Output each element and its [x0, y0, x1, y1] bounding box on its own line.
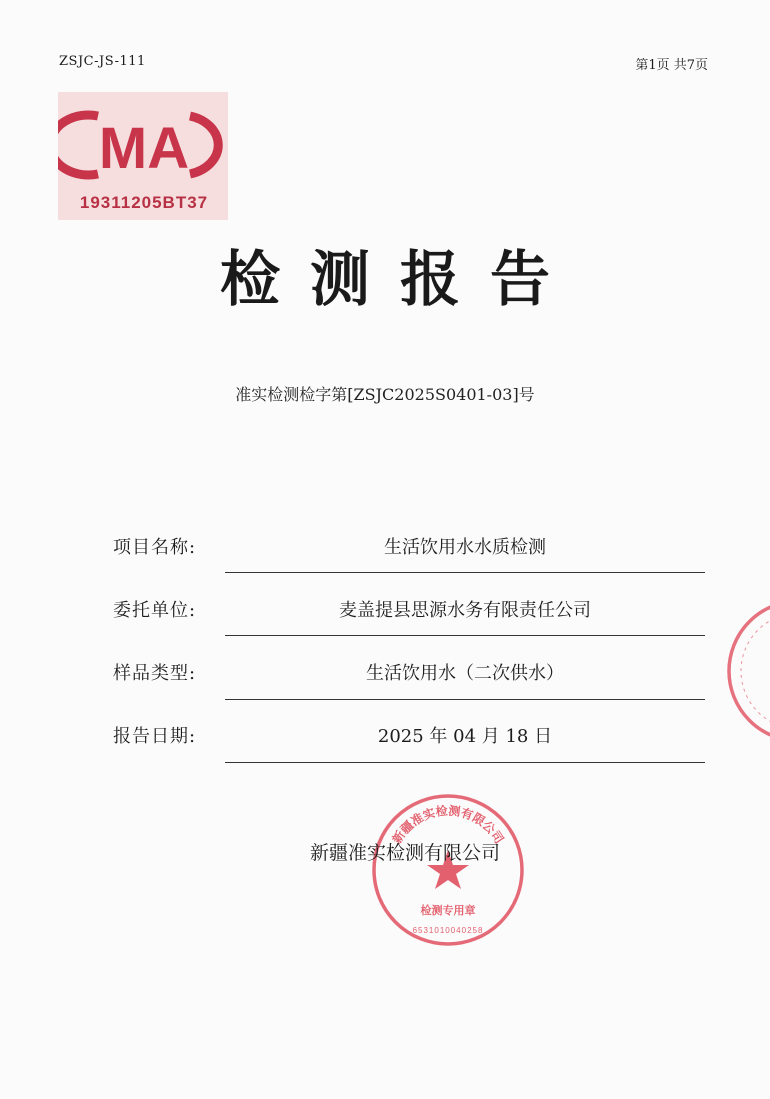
field-value-project: 生活饮用水水质检测: [384, 537, 546, 558]
field-value-sample-type: 生活饮用水（二次供水）: [366, 663, 564, 684]
page-title: 检测报告: [220, 245, 580, 315]
field-underline: [225, 635, 705, 636]
field-underline: [225, 572, 705, 573]
field-underline: [225, 699, 705, 700]
field-label-client: 委托单位:: [113, 600, 197, 621]
field-value-report-date: 2025 年 04 月 18 日: [377, 726, 553, 747]
cma-logo-icon: [58, 92, 228, 220]
field-label-project: 项目名称:: [113, 537, 197, 558]
cma-logo-text: MA: [98, 116, 190, 181]
field-label-report-date: 报告日期:: [113, 726, 197, 747]
report-number: 准实检测检字第[ZSJC2025S0401-03]号: [235, 385, 535, 404]
field-value-client: 麦盖提县思源水务有限责任公司: [339, 600, 591, 621]
cma-cert-number: 19311205BT37: [79, 193, 209, 212]
edge-seal-icon: [724, 596, 770, 746]
doc-code: ZSJC-JS-111: [59, 54, 146, 69]
svg-text:新疆准实检测有限公司: 新疆准实检测有限公司: [389, 803, 507, 847]
page-info: 第1页 共7页: [635, 58, 708, 73]
company-name: 新疆准实检测有限公司: [309, 842, 500, 864]
svg-text:6531010040258: 6531010040258: [412, 926, 484, 935]
field-label-sample-type: 样品类型:: [113, 663, 197, 684]
company-seal-icon: [368, 790, 528, 950]
svg-text:检测专用章: 检测专用章: [420, 904, 476, 917]
field-underline: [225, 762, 705, 763]
